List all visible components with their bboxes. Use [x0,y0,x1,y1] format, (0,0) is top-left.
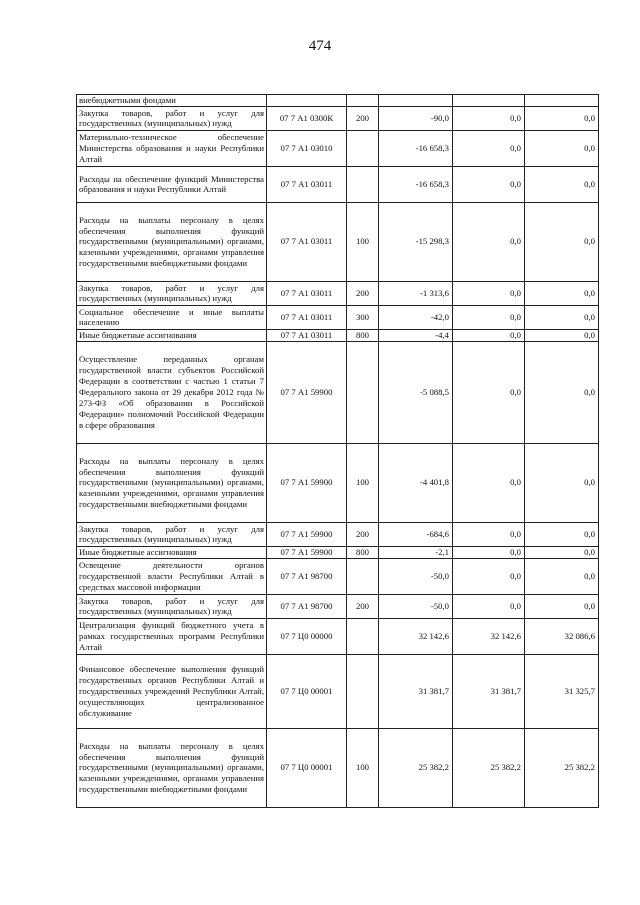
target-code-cell: 07 7 А1 03011 [267,202,347,281]
table-row [77,546,599,558]
table-row [77,202,599,281]
amount-3-cell [525,95,599,107]
table-row [77,522,599,546]
amount-2-cell: 0,0 [453,166,525,202]
table-row [77,305,599,329]
row-name-cell: Освещение деятельности органов государственной власти Республики Алтай в средствах массовой информации [77,558,267,594]
amount-2-cell: 0,0 [453,202,525,281]
amount-1-cell: -16 658,3 [379,166,453,202]
row-name-cell: Иные бюджетные ассигнования [77,546,267,558]
row-name-cell: Расходы на выплаты персоналу в целях обеспечения выполнения функций государственными (муниципальными) органами, казенными учреждениями, органами управления государственными внебюджетными фондами [77,728,267,807]
amount-2-cell: 0,0 [453,281,525,305]
amount-3-cell: 0,0 [525,166,599,202]
expense-type-cell: 200 [347,594,379,618]
amount-1-cell: -684,6 [379,522,453,546]
amount-1-cell: -5 088,5 [379,341,453,443]
expense-type-cell: 300 [347,305,379,329]
target-code-cell: 07 7 А1 03011 [267,166,347,202]
expense-type-cell [347,341,379,443]
amount-2-cell: 0,0 [453,443,525,522]
amount-1-cell: -16 658,3 [379,130,453,166]
target-code-cell: 07 7 А1 98700 [267,594,347,618]
amount-3-cell: 31 325,7 [525,654,599,728]
budget-table-body [77,95,599,808]
target-code-cell: 07 7 А1 98700 [267,558,347,594]
amount-2-cell: 32 142,6 [453,618,525,654]
row-name-cell: внебюджетными фондами [77,95,267,107]
amount-1-cell: -50,0 [379,594,453,618]
amount-3-cell: 0,0 [525,546,599,558]
amount-1-cell: 32 142,6 [379,618,453,654]
amount-3-cell: 0,0 [525,329,599,341]
amount-2-cell: 0,0 [453,106,525,130]
row-name-cell: Централизация функций бюджетного учета в рамках государственных программ Республики Алтай [77,618,267,654]
amount-2-cell: 0,0 [453,546,525,558]
amount-2-cell: 25 382,2 [453,728,525,807]
target-code-cell: 07 7 А1 59900 [267,341,347,443]
expense-type-cell [347,618,379,654]
target-code-cell: 07 7 А1 03011 [267,281,347,305]
amount-2-cell: 0,0 [453,522,525,546]
amount-3-cell: 32 086,6 [525,618,599,654]
row-name-cell: Расходы на выплаты персоналу в целях обеспечения выполнения функций государственными (муниципальными) органами, казенными учреждениями, органами управления государственными внебюджетными фондами [77,443,267,522]
target-code-cell: 07 7 А1 59900 [267,443,347,522]
expense-type-cell [347,130,379,166]
amount-1-cell: -15 298,3 [379,202,453,281]
amount-3-cell: 0,0 [525,594,599,618]
target-code-cell: 07 7 Ц0 00001 [267,654,347,728]
target-code-cell: 07 7 Ц0 00001 [267,728,347,807]
amount-1-cell: -90,0 [379,106,453,130]
target-code-cell: 07 7 А1 03011 [267,305,347,329]
budget-table [76,94,599,808]
row-name-cell: Финансовое обеспечение выполнения функций государственных органов Республики Алтай и государственных учреждений Республики Алтай, осуществляющих централизованное обслуживание [77,654,267,728]
amount-3-cell: 0,0 [525,202,599,281]
target-code-cell: 07 7 А1 03011 [267,329,347,341]
amount-1-cell: -4,4 [379,329,453,341]
amount-3-cell: 0,0 [525,281,599,305]
amount-2-cell: 31 381,7 [453,654,525,728]
row-name-cell: Расходы на выплаты персоналу в целях обеспечения выполнения функций государственными (муниципальными) органами, казенными учреждениями, органами управления государственными внебюджетными фондами [77,202,267,281]
amount-3-cell: 25 382,2 [525,728,599,807]
row-name-cell: Иные бюджетные ассигнования [77,329,267,341]
target-code-cell: 07 7 А1 59900 [267,522,347,546]
expense-type-cell: 200 [347,106,379,130]
amount-2-cell: 0,0 [453,594,525,618]
table-row [77,130,599,166]
row-name-cell: Социальное обеспечение и иные выплаты населению [77,305,267,329]
amount-2-cell: 0,0 [453,329,525,341]
table-row [77,443,599,522]
target-code-cell: 07 7 А1 03010 [267,130,347,166]
amount-3-cell: 0,0 [525,522,599,546]
target-code-cell: 07 7 А1 59900 [267,546,347,558]
table-row [77,95,599,107]
row-name-cell: Закупка товаров, работ и услуг для государственных (муниципальных) нужд [77,281,267,305]
table-row [77,281,599,305]
expense-type-cell: 800 [347,329,379,341]
amount-1-cell [379,95,453,107]
amount-1-cell: -4 401,8 [379,443,453,522]
row-name-cell: Закупка товаров, работ и услуг для государственных (муниципальных) нужд [77,106,267,130]
expense-type-cell: 200 [347,522,379,546]
amount-2-cell: 0,0 [453,341,525,443]
expense-type-cell: 800 [347,546,379,558]
amount-3-cell: 0,0 [525,130,599,166]
target-code-cell: 07 7 Ц0 00000 [267,618,347,654]
amount-2-cell: 0,0 [453,558,525,594]
target-code-cell [267,95,347,107]
amount-3-cell: 0,0 [525,106,599,130]
amount-2-cell [453,95,525,107]
amount-3-cell: 0,0 [525,558,599,594]
row-name-cell: Осуществление переданных органам государственной власти субъектов Российской Федерации в соответствии с частью 1 статьи 7 Федерального закона от 29 декабря 2012 года № 273-ФЗ «Об образовании в Российской Федерации» полномочий Российской Федерации в сфере образования [77,341,267,443]
expense-type-cell [347,95,379,107]
page-number: 474 [308,38,332,54]
row-name-cell: Расходы на обеспечение функций Министерства образования и науки Республики Алтай [77,166,267,202]
expense-type-cell [347,558,379,594]
row-name-cell: Материально-техническое обеспечение Министерства образования и науки Республики Алтай [77,130,267,166]
table-row [77,728,599,807]
table-row [77,594,599,618]
amount-3-cell: 0,0 [525,305,599,329]
row-name-cell: Закупка товаров, работ и услуг для государственных (муниципальных) нужд [77,594,267,618]
expense-type-cell: 100 [347,728,379,807]
amount-2-cell: 0,0 [453,305,525,329]
amount-1-cell: -1 313,6 [379,281,453,305]
amount-2-cell: 0,0 [453,130,525,166]
table-row [77,654,599,728]
row-name-cell: Закупка товаров, работ и услуг для государственных (муниципальных) нужд [77,522,267,546]
amount-1-cell: -50,0 [379,558,453,594]
table-row [77,166,599,202]
expense-type-cell: 200 [347,281,379,305]
table-row [77,329,599,341]
amount-1-cell: 31 381,7 [379,654,453,728]
table-row [77,558,599,594]
table-row [77,341,599,443]
amount-1-cell: -42,0 [379,305,453,329]
amount-1-cell: 25 382,2 [379,728,453,807]
expense-type-cell: 100 [347,443,379,522]
expense-type-cell [347,166,379,202]
expense-type-cell: 100 [347,202,379,281]
table-row [77,106,599,130]
amount-1-cell: -2,1 [379,546,453,558]
amount-3-cell: 0,0 [525,443,599,522]
expense-type-cell [347,654,379,728]
amount-3-cell: 0,0 [525,341,599,443]
target-code-cell: 07 7 А1 0300К [267,106,347,130]
table-row [77,618,599,654]
